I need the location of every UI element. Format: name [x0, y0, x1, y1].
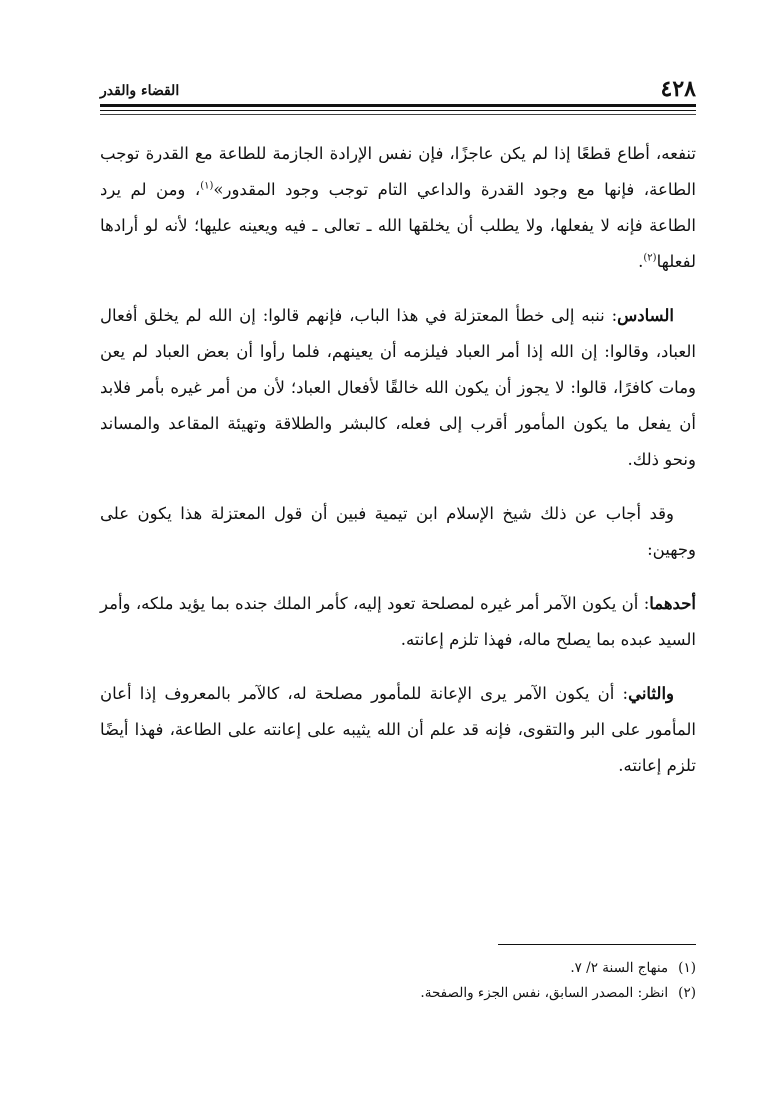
sixth-heading: السادس	[617, 306, 674, 325]
second-aspect-text: : أن يكون الآمر يرى الإعانة للمأمور مصلحة له، كالآمر بالمعروف إذا أعان المأمور على البر والتقوى، فإنه قد علم أن الله يثيبه على إعانته على الطاعة، فهذا أيضًا تلزم إعانته.	[100, 684, 696, 775]
first-aspect-heading: أحدهما	[649, 594, 696, 613]
footnote-2	[100, 981, 696, 1006]
footnote-ref-2: (٢)	[643, 252, 657, 264]
paragraph-first-aspect	[100, 586, 696, 658]
sixth-text: : ننبه إلى خطأ المعتزلة في هذا الباب، فإنهم قالوا: إن الله لم يخلق أفعال العباد، وقالوا: إن الله إذا أمر العباد فيلزمه أن يعينهم، فلما رأوا أن بعض العباد لم يعن ومات كافرًا، قالوا: لا يجوز أن يكون الله خالقًا لأفعال العباد؛ لأن من أمر غيره بأمر فلابد أن يفعل ما يكون المأمور أقرب إلى فعله، كالبشر والطلاقة وتهيئة المقاعد والمساند ونحو ذلك.	[100, 306, 696, 469]
answer-text: وقد أجاب عن ذلك شيخ الإسلام ابن تيمية فبين أن قول المعتزلة هذا يكون على وجهين:	[100, 504, 696, 559]
header-rule-thin-lower	[100, 114, 696, 115]
header-rule-thin	[100, 110, 696, 111]
paragraph-sixth	[100, 298, 696, 478]
footnote-ref-1: (١)	[200, 180, 214, 192]
paragraph-second-aspect	[100, 676, 696, 784]
paragraph-1	[100, 136, 696, 280]
second-aspect-heading: والثاني	[628, 684, 674, 703]
paragraph-answer	[100, 496, 696, 568]
paragraph-1-text: تنفعه، أطاع قطعًا إذا لم يكن عاجزًا، فإن نفس الإرادة الجازمة للطاعة مع القدرة توجب الطاعة، فإنها مع وجود القدرة والداعي التام توجب وجود المقدور»	[100, 144, 696, 199]
main-text	[100, 136, 696, 784]
footnote-2-text: انظر: المصدر السابق، نفس الجزء والصفحة.	[420, 985, 669, 1001]
footnote-1-number: (١)	[678, 960, 696, 976]
paragraph-1-end: .	[638, 252, 644, 271]
footnote-separator	[498, 944, 696, 945]
footnote-2-number: (٢)	[678, 985, 696, 1001]
footnote-1	[100, 956, 696, 981]
page-header	[100, 62, 696, 102]
paragraph-1-continuation: ، ومن لم يرد الطاعة فإنه لا يفعلها، ولا يطلب أن يخلقها الله ـ تعالى ـ فيه ويعينه عليها؛ لأنه لو أرادها لفعلها	[100, 180, 696, 271]
running-title: القضاء والقدر	[100, 83, 180, 99]
page-number: ٤٢٨	[660, 76, 696, 102]
header-rule-thick	[100, 104, 696, 107]
footnote-1-text: منهاج السنة ٢/ ٧.	[570, 960, 669, 976]
footnotes	[100, 956, 696, 1006]
first-aspect-text: : أن يكون الآمر أمر غيره لمصلحة تعود إليه، كأمر الملك جنده بما يؤيد ملكه، وأمر السيد عبده بما يصلح ماله، فهذا تلزم إعانته.	[100, 594, 696, 649]
